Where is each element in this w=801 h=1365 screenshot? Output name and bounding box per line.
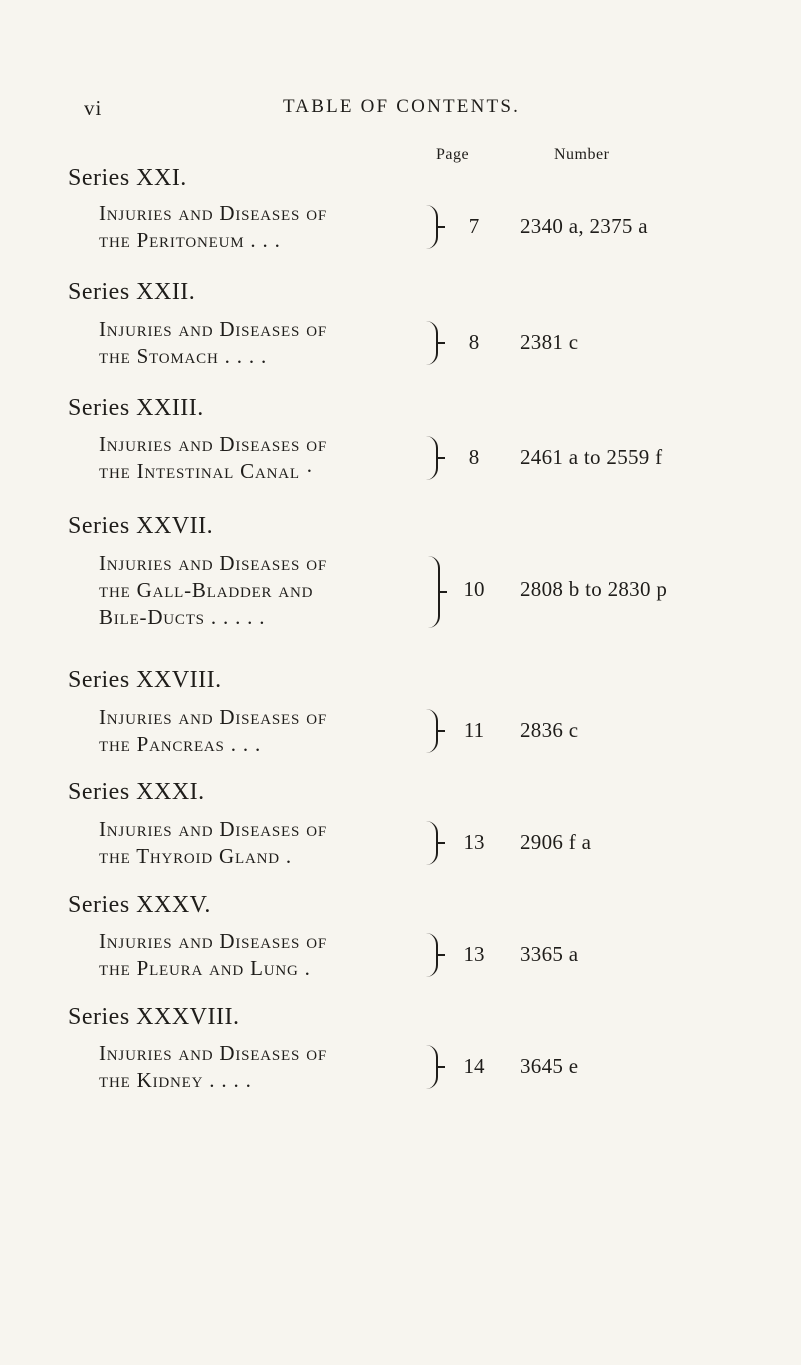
subject-line: Injuries and Diseases of <box>99 432 327 456</box>
specimen-number: 2461 a to 2559 f <box>520 445 663 469</box>
specimen-number: 2808 b to 2830 p <box>520 577 668 601</box>
brace <box>424 933 438 977</box>
brace <box>426 556 440 628</box>
subject-line: Injuries and Diseases of <box>99 1041 327 1065</box>
subject-line: Injuries and Diseases of <box>99 317 327 341</box>
subject-line: the Peritoneum . . . <box>99 228 281 252</box>
page-reference: 7 <box>468 214 480 238</box>
specimen-number: 3645 e <box>520 1054 579 1078</box>
subject-line: the Thyroid Gland . <box>99 844 292 868</box>
brace <box>424 205 438 249</box>
subject-line: Injuries and Diseases of <box>99 817 327 841</box>
brace <box>424 436 438 480</box>
subject-line: the Pleura and Lung . <box>99 956 311 980</box>
subject-line: Injuries and Diseases of <box>99 551 327 575</box>
subject-text <box>99 550 444 631</box>
series-title: Series XXVIII. <box>68 667 222 693</box>
specimen-number: 3365 a <box>520 942 579 966</box>
subject-text <box>99 704 444 758</box>
subject-line: the Pancreas . . . <box>99 732 261 756</box>
series-title: Series XXXV. <box>68 892 211 918</box>
page-reference: 11 <box>463 718 485 742</box>
series-title: Series XXXI. <box>68 779 205 805</box>
page-numeral: vi <box>84 96 103 120</box>
brace <box>424 1045 438 1089</box>
subject-line: the Intestinal Canal · <box>99 459 314 483</box>
page-reference: 8 <box>468 330 480 354</box>
subject-line: Injuries and Diseases of <box>99 705 327 729</box>
subject-text <box>99 1040 444 1094</box>
page-reference: 10 <box>463 577 485 601</box>
subject-line: Bile-Ducts . . . . . <box>99 605 266 629</box>
column-header-number: Number <box>554 146 610 163</box>
subject-text <box>99 816 444 870</box>
specimen-number: 2906 f a <box>520 830 592 854</box>
page-title: TABLE OF CONTENTS. <box>283 96 521 117</box>
subject-line: the Kidney . . . . <box>99 1068 252 1092</box>
specimen-number: 2836 c <box>520 718 579 742</box>
series-title: Series XXIII. <box>68 395 204 421</box>
subject-line: Injuries and Diseases of <box>99 201 327 225</box>
subject-text <box>99 928 444 982</box>
subject-line: Injuries and Diseases of <box>99 929 327 953</box>
series-title: Series XXXVIII. <box>68 1004 240 1030</box>
series-title: Series XXII. <box>68 279 196 305</box>
page-reference: 13 <box>463 830 485 854</box>
subject-text <box>99 316 444 370</box>
brace <box>424 709 438 753</box>
column-header-page: Page <box>436 146 470 163</box>
page-reference: 14 <box>463 1054 485 1078</box>
brace <box>424 321 438 365</box>
series-title: Series XXVII. <box>68 513 214 539</box>
subject-text <box>99 431 444 485</box>
page-reference: 8 <box>468 445 480 469</box>
specimen-number: 2340 a, 2375 a <box>520 214 648 238</box>
page-reference: 13 <box>463 942 485 966</box>
series-title: Series XXI. <box>68 165 187 191</box>
specimen-number: 2381 c <box>520 330 579 354</box>
brace <box>424 821 438 865</box>
subject-text <box>99 200 444 254</box>
subject-line: the Gall-Bladder and <box>99 578 314 602</box>
running-head <box>0 96 801 126</box>
subject-line: the Stomach . . . . <box>99 344 268 368</box>
